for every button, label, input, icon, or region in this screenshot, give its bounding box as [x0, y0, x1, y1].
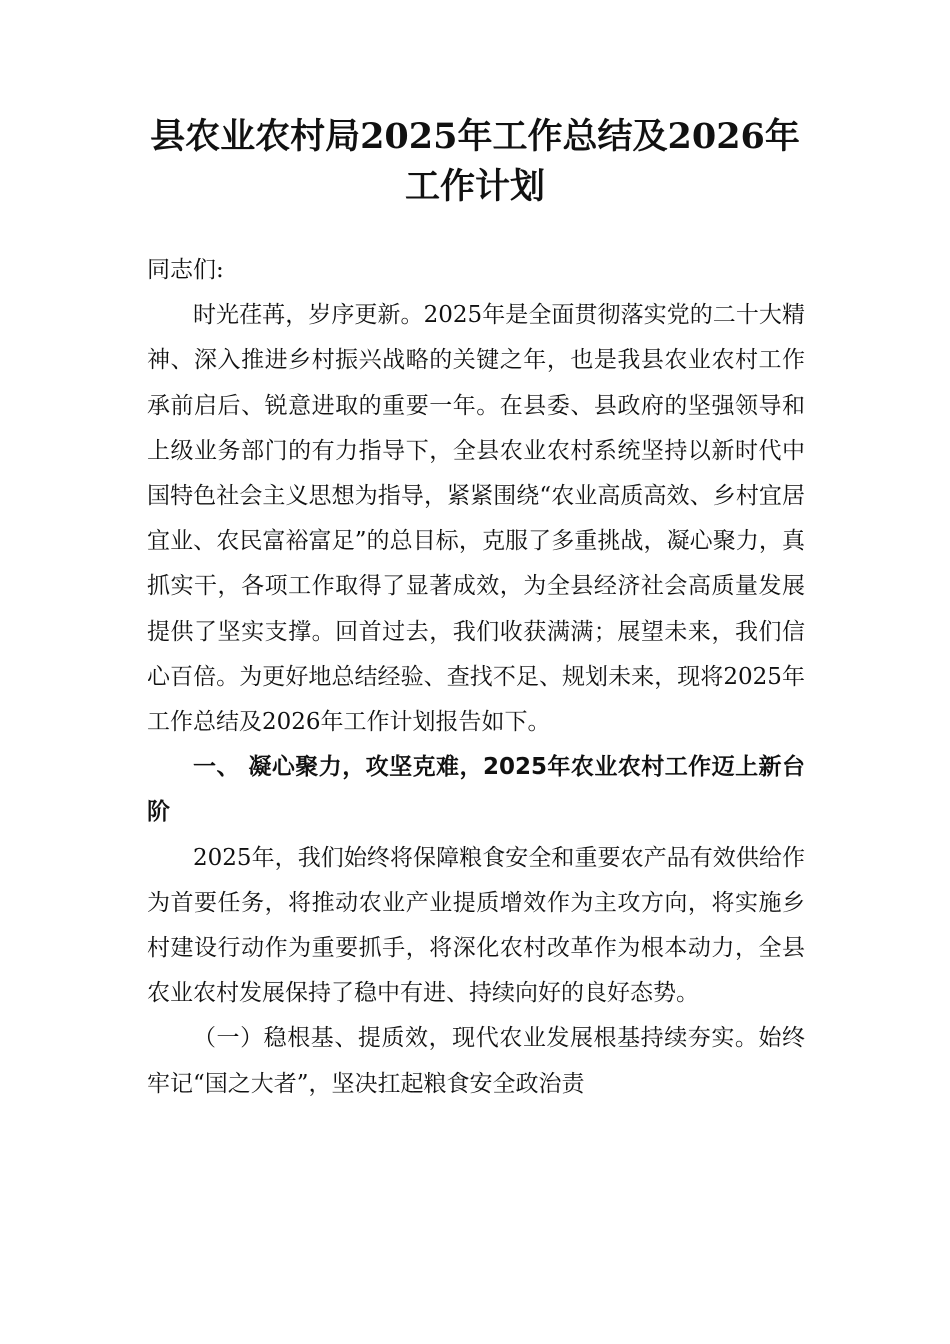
salutation: 同志们: — [147, 257, 224, 283]
subsection1-text: 始终牢记“国之大者”，坚决扛起粮食安全政治责 — [147, 1025, 806, 1097]
section1-paragraph: 2025年，我们始终将保障粮食安全和重要农产品有效供给作为首要任务，将推动农业产业提质增效作为主攻方向，将实施乡村建设行动作为重要抓手，将深化农村改革作为根本动力，全县农业农村发展保持了稳中有进、持续向好的良好态势。 — [147, 844, 805, 1007]
section-heading-1: 一、 凝心聚力，攻坚克难，2025年农业农村工作迈上新台阶 — [147, 754, 805, 826]
document-body — [147, 248, 805, 1107]
document-title: 县农业农村局2025年工作总结及2026年工作计划 — [150, 116, 800, 207]
intro-paragraph: 时光荏苒，岁序更新。2025年是全面贯彻落实党的二十大精神、深入推进乡村振兴战略的关键之年，也是我县农业农村工作承前启后、锐意进取的重要一年。在县委、县政府的坚强领导和上级业务部门的有力指导下，全县农业农村系统坚持以新时代中国特色社会主义思想为指导，紧紧围绕“农业高质高效、乡村宜居宜业、农民富裕富足”的总目标，克服了多重挑战，凝心聚力，真抓实干，各项工作取得了显著成效，为全县经济社会高质量发展提供了坚实支撑。回首过去，我们收获满满；展望未来，我们信心百倍。为更好地总结经验、查找不足、规划未来，现将2025年工作总结及2026年工作计划报告如下。 — [147, 302, 805, 736]
subsection-heading-1: （一）稳根基、提质效，现代农业发展根基持续夯实。 — [193, 1025, 759, 1052]
subsection1-paragraph — [147, 1016, 805, 1106]
